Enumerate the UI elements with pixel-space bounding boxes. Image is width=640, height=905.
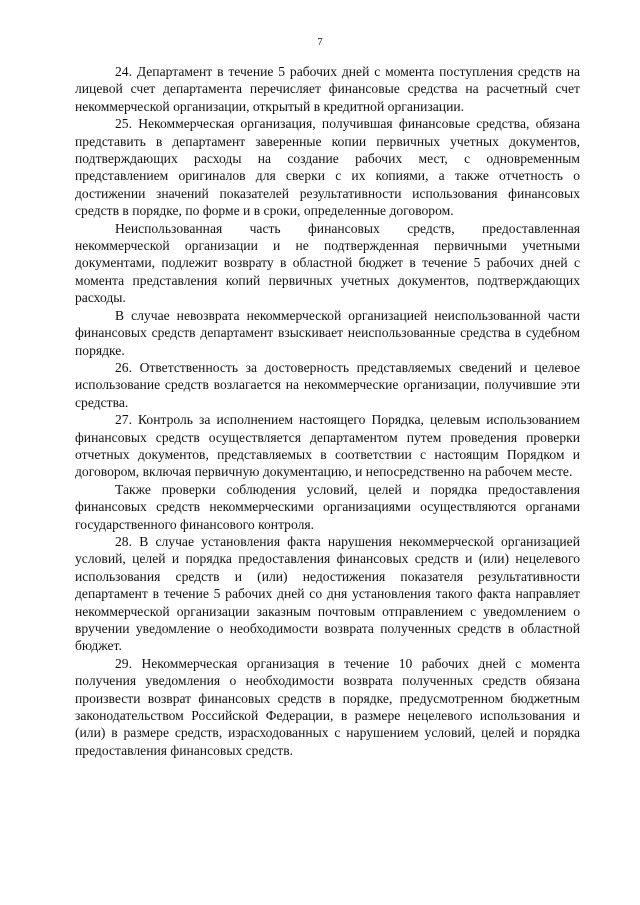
paragraph-25-non-return: В случае невозврата некоммерческой организацией неиспользованной части финансовых средств департамент взыскивает неиспользованные средства в судебном порядке. — [75, 307, 580, 358]
paragraph-26: 26. Ответственность за достоверность представляемых сведений и целевое использование средств возлагается на некоммерческие организации, получившие эти средства. — [75, 359, 580, 410]
paragraph-25-unused-funds: Неиспользованная часть финансовых средств, предоставленная некоммерческой организации и не подтвержденная первичными учетными документами, подлежит возврату в областной бюджет в течение 5 рабочих дней с момента представления копий первичных учетных документов, подтверждающих расходы. — [75, 220, 580, 306]
paragraph-28: 28. В случае установления факта нарушения некоммерческой организацией условий, целей и порядка предоставления финансовых средств и (или) нецелевого использования средств и (или) недостижения показателя результативности департамент в течение 5 рабочих дней со дня установления такого факта направляет некоммерческой организации заказным почтовым отправлением с уведомлением о вручении уведомление о необходимости возврата полученных средств в областной бюджет. — [75, 533, 580, 654]
paragraph-27-inspections: Также проверки соблюдения условий, целей и порядка предоставления финансовых средств некоммерческими организациями осуществляются органами государственного финансового контроля. — [75, 481, 580, 532]
paragraph-27: 27. Контроль за исполнением настоящего Порядка, целевым использованием финансовых средств осуществляется департаментом путем проведения проверки отчетных документов, представляемых в соответствии с настоящим Порядком и договором, включая первичную документацию, и непосредственно на рабочем месте. — [75, 412, 580, 480]
paragraph-24: 24. Департамент в течение 5 рабочих дней с момента поступления средств на лицевой счет департамента перечисляет финансовые средства на расчетный счет некоммерческой организации, открытый в кредитной организации. — [75, 64, 580, 114]
page-number: 7 — [317, 36, 323, 48]
document-body — [75, 63, 580, 759]
paragraph-29: 29. Некоммерческая организация в течение 10 рабочих дней с момента получения уведомления о необходимости возврата полученных средств обязана произвести возврат финансовых средств в порядке, предусмотренном бюджетным законодательством Российской Федерации, в размере нецелевого использования и (или) в размере средств, израсходованных с нарушением условий, целей и порядка предоставления финансовых средств. — [75, 655, 580, 758]
paragraph-25: 25. Некоммерческая организация, получившая финансовые средства, обязана представить в департамент заверенные копии первичных учетных документов, подтверждающих расходы на создание рабочих мест, с одновременным представлением оригиналов для сверки с их копиями, а также отчетность о достижении значений показателей результативности использования финансовых средств в порядке, по форме и в сроки, определенные договором. — [75, 116, 580, 219]
